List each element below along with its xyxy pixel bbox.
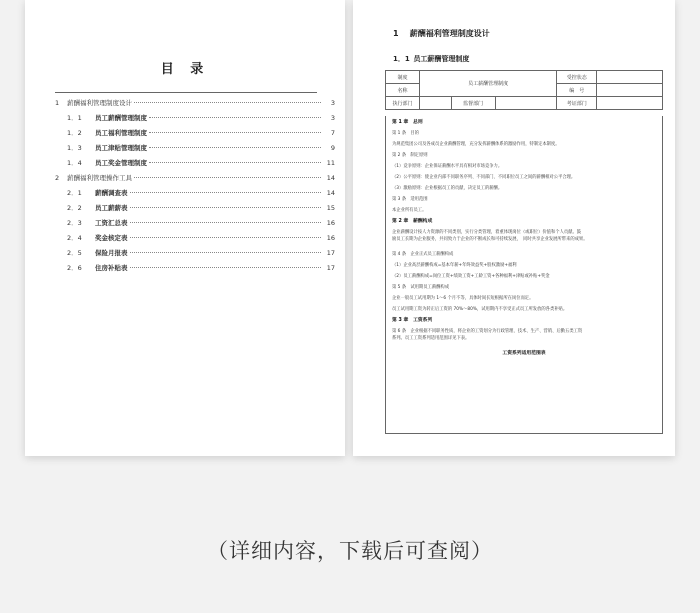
toc-entry[interactable]	[55, 203, 335, 218]
body-paragraph: 本企业所有员工。	[392, 208, 427, 213]
toc-entry-text: 工资汇总表	[95, 219, 128, 227]
toc-entry-page: 9	[330, 144, 335, 152]
system-info-table	[385, 70, 663, 110]
toc-entry-page: 3	[330, 114, 335, 122]
code-value	[597, 84, 663, 97]
body-paragraph: 第 6 条 企业根据不同职务性质，将企业的工资划分为行政管理、技术、生产、营销、后勤五类工资	[392, 329, 583, 335]
toc-entry-number: 2．5	[67, 249, 82, 257]
toc-entry-number: 2	[55, 174, 60, 182]
toc-entry-page: 17	[326, 249, 335, 257]
body-paragraph: 第 5 条 试用期员工薪酬构成	[392, 285, 450, 291]
document-body	[385, 116, 663, 434]
toc-entry-text: 奖金核定表	[95, 234, 128, 242]
section-heading	[393, 28, 490, 39]
toc-entry-number: 1．2	[67, 129, 82, 137]
toc-entry-number: 2．1	[67, 189, 82, 197]
toc-leader-dots	[130, 252, 322, 253]
toc-entry-number: 2．6	[67, 264, 82, 272]
toc-leader-dots	[134, 177, 321, 178]
body-paragraph: （2）公平原则：使企业内部不同职务序列、不同部门、不同职位员工之间的薪酬相对公平合理。	[392, 175, 576, 180]
toc-leader-dots	[149, 147, 321, 148]
toc-entry-text: 员工奖金管理制度	[95, 159, 147, 167]
chapter-heading: 第 2 章 薪酬构成	[392, 219, 433, 224]
toc-entry-number: 2．2	[67, 204, 82, 212]
toc-entry-page: 11	[326, 159, 335, 167]
toc-leader-dots	[130, 207, 322, 208]
chapter-heading: 第 3 章 工资系列	[392, 318, 433, 324]
subsection-title: 员工薪酬管理制度	[413, 55, 470, 63]
toc-leader-dots	[130, 192, 322, 193]
body-paragraph: 第 1 条 目的	[392, 131, 419, 136]
body-paragraph: 第 3 条 适用范围	[392, 197, 428, 202]
body-paragraph: 企业一般员工试用期为 1～6 个月不等，具体时间长短根据所在岗位而定。	[392, 296, 534, 302]
subsection-heading	[393, 54, 469, 64]
toc-entry-number: 1．3	[67, 144, 82, 152]
toc-entry-text: 住房补贴表	[95, 264, 128, 272]
toc-entry[interactable]	[55, 233, 335, 248]
toc-list	[55, 98, 335, 278]
body-paragraph: 励员工长期为企业服务，共同致力于企业的不断成长和可持续发展， 同时共享企业发展所带来的成果。	[392, 237, 588, 243]
toc-entry-page: 16	[326, 219, 335, 227]
toc-entry-page: 14	[326, 189, 335, 197]
label-code: 编 号	[557, 84, 597, 97]
toc-entry-page: 7	[330, 129, 335, 137]
toc-entry-page: 14	[326, 174, 335, 182]
toc-entry[interactable]	[55, 98, 335, 113]
toc-entry[interactable]	[55, 158, 335, 173]
toc-leader-dots	[134, 102, 321, 103]
label-supervise: 监督部门	[451, 97, 495, 110]
body-paragraph: （3）激励原则：企业根据员工的贡献，决定员工的薪酬。	[392, 186, 503, 191]
body-paragraph: 第 4 条 企业正式员工薪酬构成	[392, 252, 454, 258]
toc-entry-page: 17	[326, 264, 335, 272]
toc-title: 目 录	[160, 62, 210, 77]
exam-value	[597, 97, 663, 110]
body-paragraph: 员工试用期工资为转正后工资的 70%～80%，试用期内不享受正式员工所发放的各类补贴。	[392, 307, 568, 313]
toc-entry[interactable]	[55, 218, 335, 233]
toc-entry-number: 1．4	[67, 159, 82, 167]
toc-leader-dots	[130, 267, 322, 268]
system-name: 员工薪酬管理制度	[419, 71, 556, 97]
toc-leader-dots	[149, 162, 321, 163]
toc-entry-page: 16	[326, 234, 335, 242]
toc-entry-number: 1	[55, 99, 60, 107]
toc-entry-number: 2．3	[67, 219, 82, 227]
toc-leader-dots	[130, 222, 322, 223]
toc-entry[interactable]	[55, 128, 335, 143]
toc-entry-number: 1．1	[67, 114, 82, 122]
toc-entry-page: 15	[326, 204, 335, 212]
section-number: 1	[393, 29, 399, 38]
toc-entry-page: 3	[330, 99, 335, 107]
download-caption: （详细内容，下载后可查阅）	[207, 539, 493, 563]
toc-entry-text: 薪酬福利管理操作工具	[67, 174, 132, 182]
toc-entry[interactable]	[55, 263, 335, 278]
control-value	[597, 71, 663, 84]
toc-entry[interactable]	[55, 248, 335, 263]
toc-leader-dots	[130, 237, 322, 238]
toc-leader-dots	[149, 117, 321, 118]
toc-entry-text: 薪酬福利管理制度设计	[67, 99, 132, 107]
toc-divider	[55, 92, 317, 93]
label-exec: 执行部门	[386, 97, 420, 110]
section-title: 薪酬福利管理制度设计	[409, 29, 490, 38]
content-page	[353, 0, 675, 456]
body-paragraph: （1）企业高层薪酬构成=基本年薪+年终效益奖+股权激励+福利	[392, 263, 517, 269]
subsection-number: 1．1	[393, 55, 410, 63]
label-name: 名称	[386, 84, 420, 97]
exec-value	[419, 97, 451, 110]
toc-entry[interactable]	[55, 143, 335, 158]
toc-entry[interactable]	[55, 188, 335, 203]
supervise-value	[495, 97, 557, 110]
toc-entry-number: 2．4	[67, 234, 82, 242]
toc-entry-text: 员工福利管理制度	[95, 129, 147, 137]
body-paragraph: 为规范集团公司及各成员企业薪酬管理，充分发挥薪酬体系的激励作用，特制定本制度。	[392, 142, 560, 147]
body-paragraph: 第 2 条 制定原则	[392, 153, 428, 158]
toc-entry[interactable]	[55, 113, 335, 128]
label-exam: 考证部门	[557, 97, 597, 110]
toc-entry-text: 保险月报表	[95, 249, 128, 257]
body-paragraph: （1）竞争原则：企业保证薪酬水平具有相对市场竞争力。	[392, 164, 503, 169]
body-paragraph: 企业薪酬设计按人力资源的不同类别，实行分类管理，着重体现岗位（或职位）价值和个人贡献。鼓	[392, 230, 582, 235]
toc-entry-text: 员工津贴管理制度	[95, 144, 147, 152]
chapter-heading: 第 1 章 总则	[392, 120, 423, 125]
toc-page	[25, 0, 345, 456]
label-control: 受控状态	[557, 71, 597, 84]
toc-entry[interactable]	[55, 173, 335, 188]
body-paragraph: 系列。员工工资系列适用范围详见下表。	[392, 336, 470, 342]
toc-leader-dots	[149, 132, 321, 133]
label-system: 制度	[386, 71, 420, 84]
toc-entry-text: 员工薪酬管理制度	[95, 114, 147, 122]
body-paragraph: （2）员工薪酬构成=岗位工资+绩效工资+工龄工资+各种福利+津贴或补贴+奖金	[392, 274, 550, 280]
toc-entry-text: 薪酬调查表	[95, 189, 128, 197]
toc-entry-text: 员工薪薪表	[95, 204, 128, 212]
table-caption: 工资系列适用范围表	[502, 351, 546, 357]
